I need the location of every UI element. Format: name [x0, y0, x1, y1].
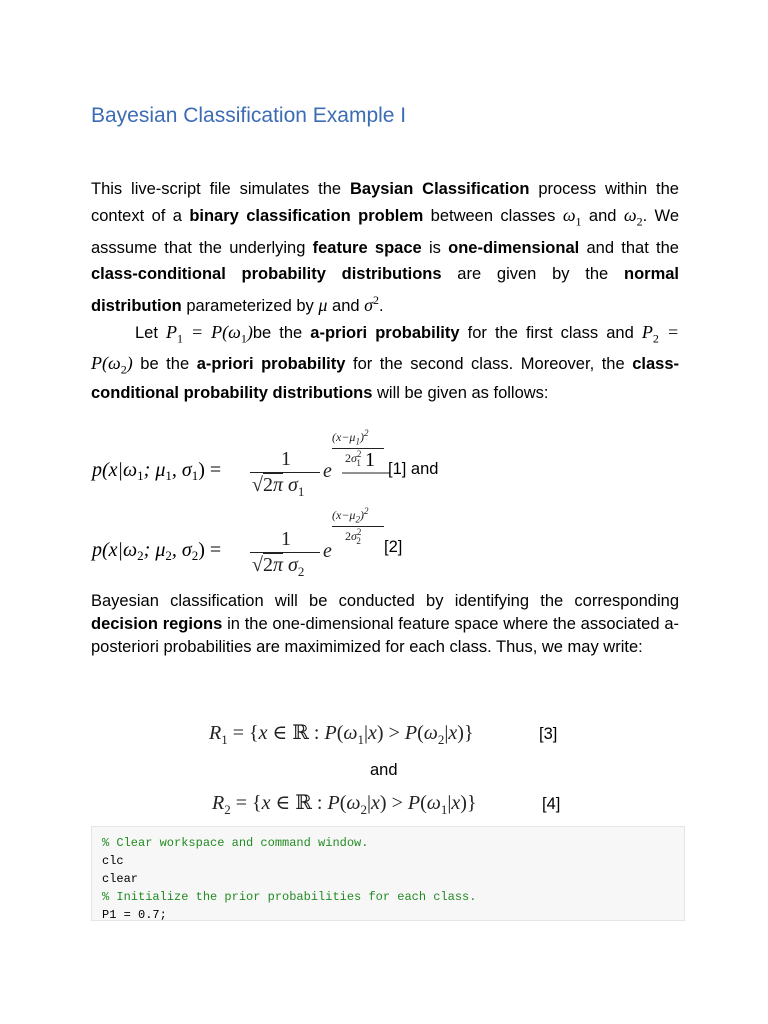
- intro-text: is: [421, 238, 449, 257]
- priors-text: for the second class. Moreover, the: [345, 354, 633, 373]
- math-sigma-squared: $\sigma^2$: [364, 292, 380, 315]
- math-mu: μ: [318, 294, 328, 315]
- equation-1-fraction: 1 √2π $\sigma_1$ e: [252, 448, 332, 499]
- equation-4-label: [4]: [542, 795, 561, 813]
- code-line: clc: [102, 854, 124, 868]
- term-a-priori: a-priori probability: [196, 354, 346, 373]
- term-feature-space: feature space: [312, 238, 422, 257]
- term-decision-regions: decision regions: [91, 615, 223, 633]
- intro-text: and: [581, 207, 624, 225]
- math-p1-def: $P_1 = P(\omega_1)$: [166, 322, 253, 346]
- intro-text: process within the context of a: [91, 180, 679, 225]
- equation-3-label: [3]: [539, 725, 558, 743]
- equation-1-exponent: $(x-\mu_1)^2$ $2\sigma^2_1$: [332, 428, 392, 468]
- decision-paragraph: [91, 590, 679, 659]
- math-omega2: $\omega_2$: [623, 205, 643, 229]
- svg-text:p(x|ω1; μ1, σ1) =: $p(x|\omega_1$; $\mu_1$, $\sigma_1$) =: [92, 459, 222, 483]
- term-class-conditional: class-conditional probability distributions: [91, 354, 679, 403]
- math-omega1: $\omega_1$: [562, 205, 582, 229]
- equation-4: $R_2 = \{x$ ∈ ℝ : $P(\omega_2|x) > P(\omega_1|x)$}: [212, 792, 477, 817]
- intro-text: are given by the: [441, 264, 624, 283]
- code-line: P1 = 0.7;: [102, 908, 167, 922]
- equations-connector: and: [370, 761, 398, 779]
- code-line: % Initialize the prior probabilities for each class.: [102, 890, 477, 904]
- equation-2-label: [2]: [384, 538, 403, 556]
- term-a-priori: a-priori probability: [310, 324, 460, 342]
- intro-text: . We asssume that the underlying: [91, 207, 680, 257]
- decision-text: Bayesian classification will be conducted by identifying the corresponding: [91, 592, 679, 610]
- svg-text:1: 1: [365, 449, 375, 471]
- term-normal-distribution: normal distribution: [91, 264, 679, 315]
- decision-text: in the one-dimensional feature space where the associated a-posteriori probabilities are maximimized for each class. Thus, we may write:: [91, 615, 679, 656]
- code-block[interactable]: [91, 826, 685, 921]
- term-one-dimensional: one-dimensional: [448, 238, 580, 257]
- intro-text: parameterized by: [181, 296, 319, 315]
- equation-2: [90, 508, 250, 586]
- priors-text: for the first class and: [459, 324, 642, 342]
- page-title: Bayesian Classification Example I: [91, 104, 407, 127]
- equation-2-exponent: $(x-\mu_2)^2$ $2\sigma^2_2$: [332, 506, 392, 546]
- term-class-conditional: class-conditional probability distributions: [91, 264, 442, 283]
- math-p2-def: $P_2 = P(\omega_2)$: [91, 322, 679, 377]
- term-baysian-classification: Baysian Classification: [349, 180, 530, 198]
- code-line: % Clear workspace and command window.: [102, 836, 369, 850]
- intro-paragraph: [91, 176, 679, 319]
- intro-text: and that the: [579, 238, 679, 257]
- priors-text: be the: [132, 354, 197, 373]
- intro-text: .: [379, 296, 384, 315]
- equation-2-fraction: 1 √2π $\sigma_2$ e: [252, 528, 332, 579]
- priors-text: Let: [135, 324, 167, 342]
- intro-text: between classes: [423, 207, 563, 225]
- term-binary-classification: binary classification problem: [189, 207, 424, 225]
- equation-3: $R_1 = \{x$ ∈ ℝ : $P(\omega_1|x) > P(\omega_2|x)$}: [209, 722, 474, 747]
- equation-1-label: [1] and: [388, 460, 439, 478]
- intro-text: This live-script file simulates the: [91, 180, 350, 198]
- svg-text:p(x|ω2; μ2, σ2) =: $p(x|\omega_2$; $\mu_2$, $\sigma_2$) =: [92, 539, 222, 563]
- priors-text: be the: [252, 324, 311, 342]
- intro-text: and: [327, 296, 365, 315]
- code-line: clear: [102, 872, 139, 886]
- priors-text: will be given as follows:: [372, 384, 549, 403]
- priors-paragraph: [91, 320, 679, 405]
